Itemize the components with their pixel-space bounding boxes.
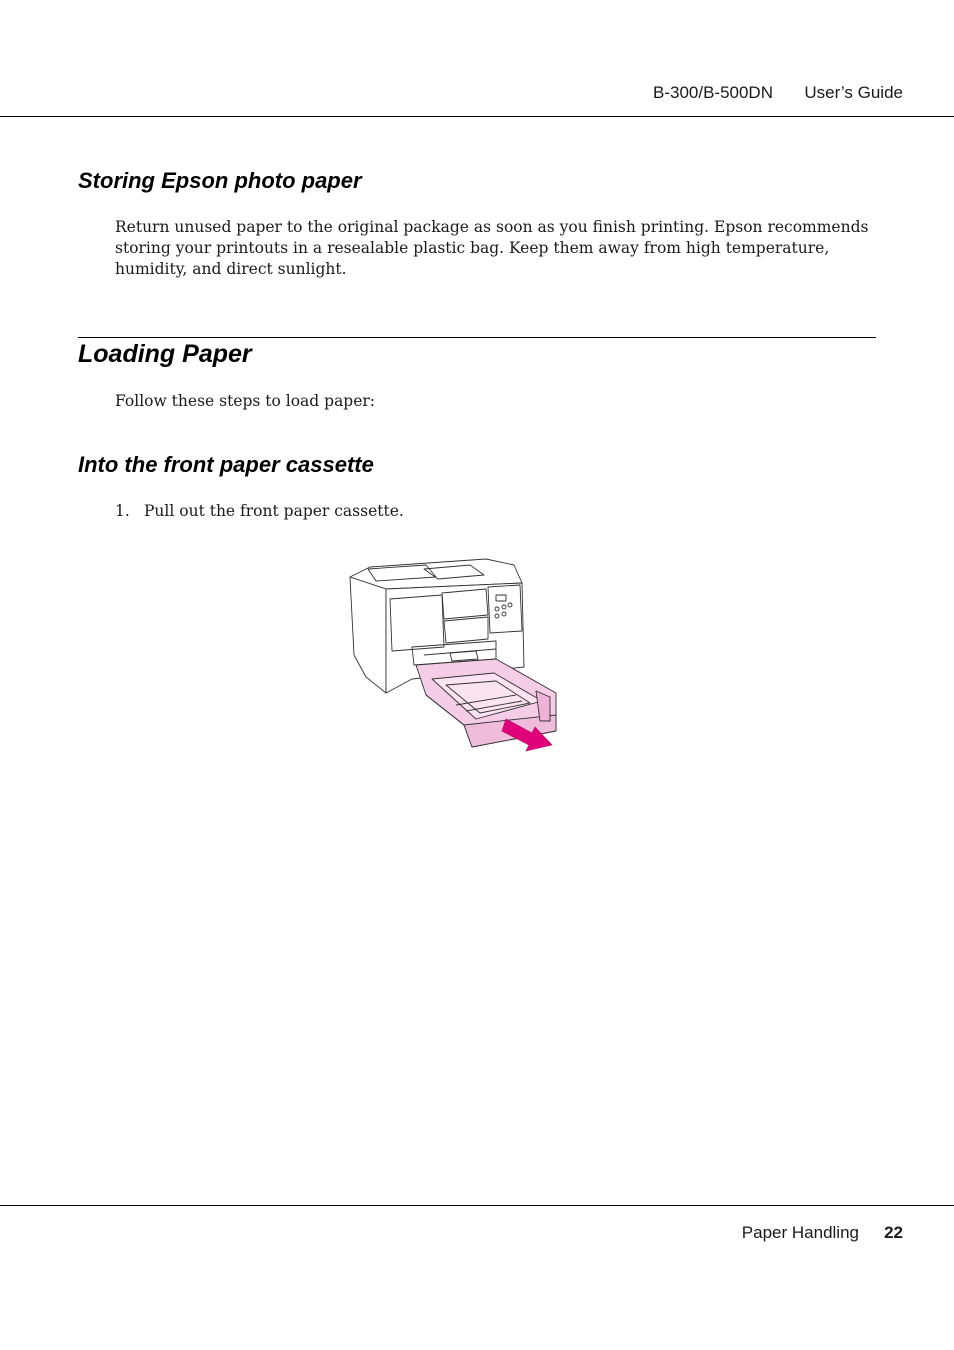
- footer-section-title: Paper Handling: [741, 1223, 859, 1242]
- storing-paper-text: Return unused paper to the original package as soon as you finish printing. Epson recommends storing your printouts in a resealable plastic bag. Keep them away from high temperature, humidity, and direct sunlight.: [115, 218, 869, 278]
- heading-front-cassette: Into the front paper cassette: [78, 452, 374, 477]
- page-header: [0, 0, 954, 117]
- step-1: [115, 501, 404, 522]
- step-number: 1.: [115, 502, 130, 520]
- page-footer: [0, 1205, 954, 1266]
- printer-cassette-illustration: [346, 555, 560, 759]
- printer-left-side: [350, 577, 386, 693]
- loading-intro-text: Follow these steps to load paper:: [115, 392, 376, 410]
- step-text: Pull out the front paper cassette.: [144, 502, 404, 520]
- page-number: 22: [884, 1223, 903, 1242]
- heading-loading-paper: Loading Paper: [78, 337, 876, 369]
- printer-illustration-svg: [346, 555, 560, 759]
- heading-storing-paper: Storing Epson photo paper: [78, 168, 362, 193]
- product-name: B-300/B-500DN: [652, 83, 773, 102]
- guide-title: User’s Guide: [804, 83, 903, 102]
